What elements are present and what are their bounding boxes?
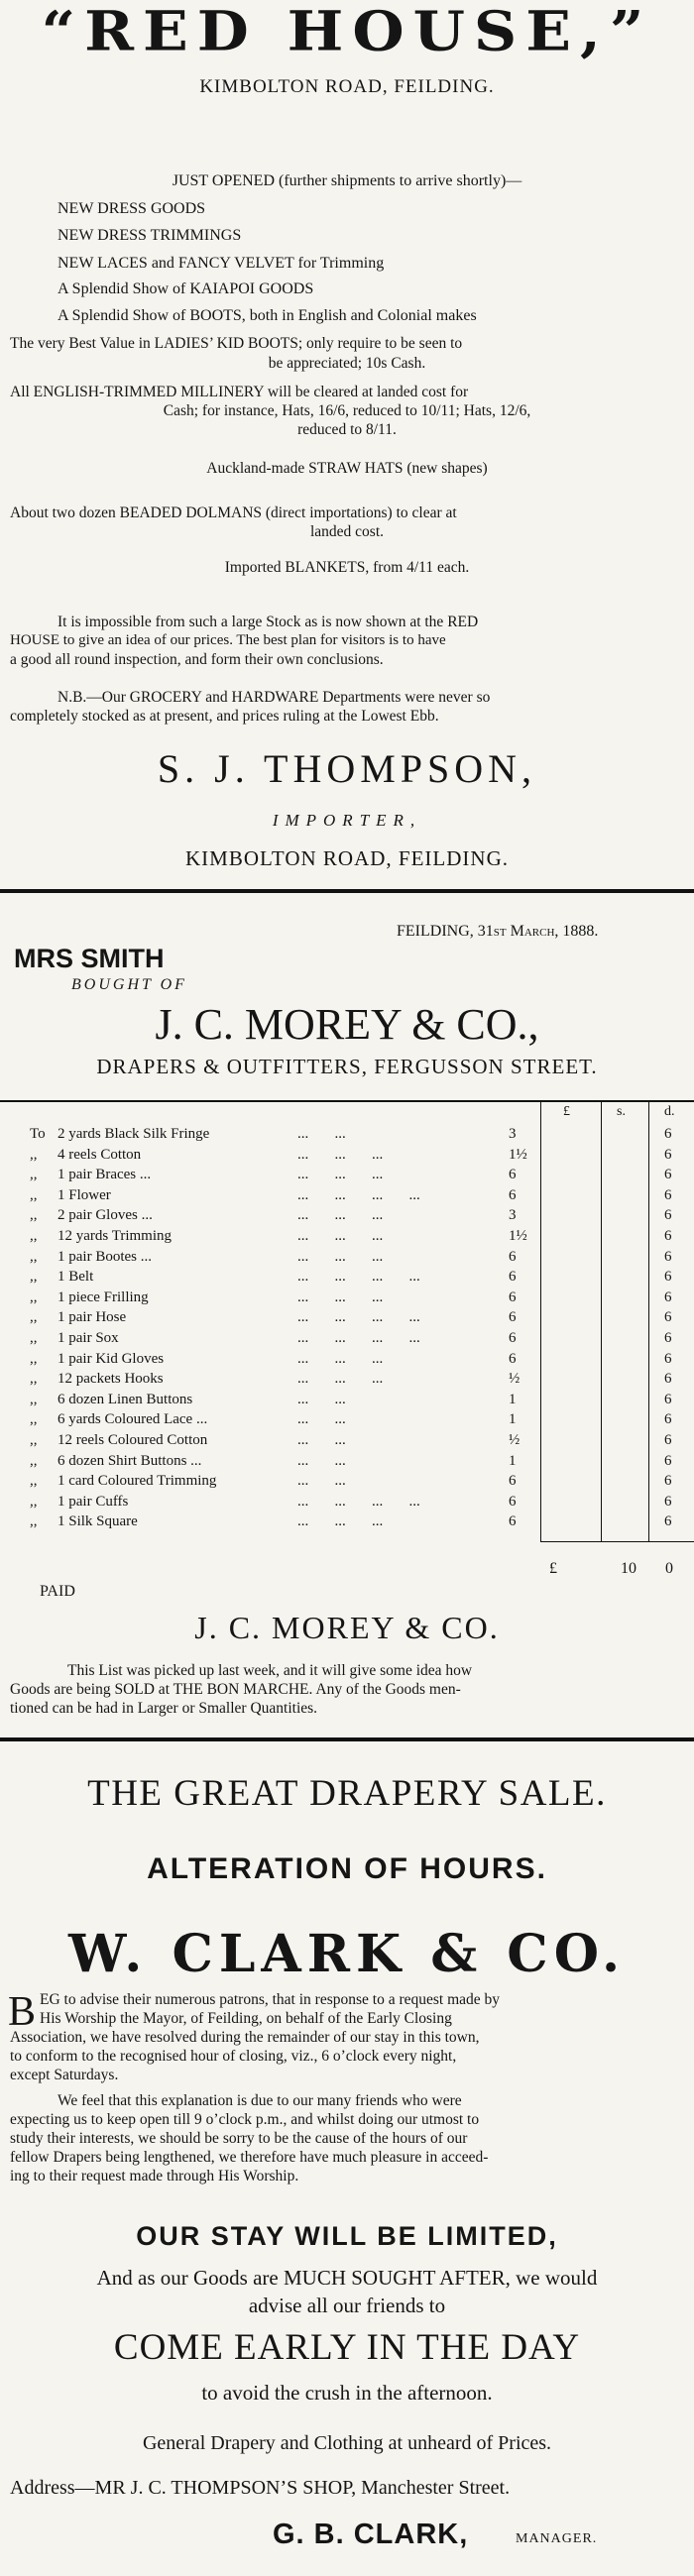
customer-name: MRS SMITH — [14, 944, 165, 973]
bill-item-prefix: ,, — [30, 1248, 38, 1265]
bill-item-dots: ... ... — [297, 1411, 346, 1428]
come-early: COME EARLY IN THE DAY — [113, 2327, 581, 2368]
bill-item-prefix: ,, — [30, 1350, 38, 1367]
bill-item-prefix: ,, — [30, 1146, 38, 1163]
bill-item-shillings: 1 — [509, 1411, 517, 1428]
shillings-header: s. — [617, 1104, 626, 1119]
closing-para-line: His Worship the Mayor, of Feilding, on behalf of the Early Closing — [40, 2010, 452, 2027]
red-house-footer-address: KIMBOLTON ROAD, FEILDING. — [184, 846, 509, 870]
morey-firm-name: J. C. MOREY & CO., — [155, 1000, 539, 1049]
bill-item-description: 1 Flower — [58, 1186, 111, 1203]
bill-item-prefix: ,, — [30, 1391, 38, 1407]
bill-note-line: Goods are being SOLD at THE BON MARCHE. Any of the Goods men- — [10, 1681, 461, 1698]
bill-item-shillings: 1 — [509, 1452, 517, 1469]
bill-item-shillings: 6 — [509, 1269, 517, 1286]
closing-para-line: Association, we have resolved during the remainder of our stay in this town, — [10, 2029, 480, 2046]
pence-header: d. — [664, 1104, 675, 1119]
bill-item-dots: ... ... — [297, 1452, 346, 1469]
proprietor-role: IMPORTER, — [272, 811, 422, 830]
bill-item-shillings: 6 — [509, 1350, 517, 1367]
red-house-advert — [0, 0, 694, 892]
stock-line: NEW LACES and FANCY VELVET for Trimming — [58, 255, 385, 272]
just-opened-line: JUST OPENED (further shipments to arrive shortly)— — [172, 172, 522, 189]
bill-note-line: tioned can be had in Larger or Smaller Quantities. — [10, 1700, 318, 1717]
bill-item-shillings: 1½ — [509, 1146, 527, 1163]
total-pence: 0 — [665, 1560, 673, 1577]
bill-item-description: 2 pair Gloves ... — [58, 1207, 153, 1224]
bill-item-pence: 6 — [664, 1493, 672, 1510]
closing-para-line: to conform to the recognised hour of closing, viz., 6 o’clock every night, — [10, 2048, 457, 2065]
explanation-para-line: ing to their request made through His Worship. — [10, 2168, 299, 2184]
paid-stamp: PAID — [40, 1583, 75, 1600]
stay-limited: OUR STAY WILL BE LIMITED, — [136, 2221, 558, 2251]
bill-item-description: 1 pair Hose — [58, 1309, 127, 1326]
bill-item-pence: 6 — [664, 1248, 672, 1265]
blankets-line: Imported BLANKETS, from 4/11 each. — [224, 559, 470, 576]
divider-rule — [0, 889, 694, 893]
millinery-line: reduced to 8/11. — [297, 421, 397, 438]
bill-item-pence: 6 — [664, 1207, 672, 1224]
bill-item-pence: 6 — [664, 1391, 672, 1407]
bill-item-pence: 6 — [664, 1146, 672, 1163]
bill-item-pence: 6 — [664, 1350, 672, 1367]
bill-item-description: 12 packets Hooks — [58, 1371, 164, 1388]
bill-item-prefix: ,, — [30, 1371, 38, 1388]
kid-boots-line: be appreciated; 10s Cash. — [268, 355, 426, 372]
bill-item-pence: 6 — [664, 1269, 672, 1286]
bill-item-prefix: ,, — [30, 1432, 38, 1448]
bill-item-dots: ... ... — [297, 1473, 346, 1490]
total-pounds: £ — [549, 1560, 557, 1577]
stock-line: A Splendid Show of KAIAPOI GOODS — [58, 280, 314, 297]
bill-item-shillings: 6 — [509, 1513, 517, 1530]
bill-item-prefix: ,, — [30, 1473, 38, 1490]
bill-item-dots: ... ... ... ... — [297, 1269, 420, 1286]
bill-item-description: 4 reels Cotton — [58, 1146, 142, 1163]
bill-note-line: This List was picked up last week, and it will give some idea how — [67, 1662, 473, 1679]
morey-signature: J. C. MOREY & CO. — [194, 1610, 500, 1645]
bill-item-description: 6 dozen Shirt Buttons ... — [58, 1452, 202, 1469]
stock-line: A Splendid Show of BOOTS, both in English and Colonial makes — [58, 307, 477, 324]
dolmans-line: About two dozen BEADED DOLMANS (direct importations) to clear at — [10, 504, 457, 521]
millinery-line: Cash; for instance, Hats, 16/6, reduced to 10/11; Hats, 12/6, — [163, 402, 531, 419]
bill-item-description: 1 card Coloured Trimming — [58, 1473, 217, 1490]
bill-item-description: 12 yards Trimming — [58, 1228, 173, 1244]
bill-item-prefix: ,, — [30, 1167, 38, 1183]
bill-item-pence: 6 — [664, 1371, 672, 1388]
bill-item-description: 6 yards Coloured Lace ... — [58, 1411, 208, 1428]
goods-line: And as our Goods are MUCH SOUGHT AFTER, we would — [96, 2266, 598, 2290]
straw-hats-line: Auckland-made STRAW HATS (new shapes) — [206, 460, 488, 477]
bill-item-description: 1 pair Bootes ... — [58, 1248, 152, 1265]
red-house-address: KIMBOLTON ROAD, FEILDING. — [199, 76, 495, 97]
bill-item-pence: 6 — [664, 1288, 672, 1305]
bill-item-shillings: 6 — [509, 1248, 517, 1265]
bill-item-prefix: ,, — [30, 1309, 38, 1326]
explanation-para-line: expecting us to keep open till 9 o’clock p.m., and whilst doing our utmost to — [10, 2111, 480, 2128]
dolmans-line: landed cost. — [309, 523, 385, 540]
red-house-title: “RED HOUSE,” — [41, 0, 653, 64]
bill-item-pence: 6 — [664, 1167, 672, 1183]
explanation-para-line: fellow Drapers being lengthened, we therefore have much pleasure in acceed- — [10, 2149, 489, 2166]
millinery-line: All ENGLISH-TRIMMED MILLINERY will be cleared at landed cost for — [10, 384, 469, 400]
bill-item-shillings: 6 — [509, 1309, 517, 1326]
bill-item-dots: ... ... ... — [297, 1167, 384, 1183]
bill-item-dots: ... ... ... ... — [297, 1493, 420, 1510]
bill-item-prefix: ,, — [30, 1207, 38, 1224]
bill-item-prefix: ,, — [30, 1452, 38, 1469]
bill-item-pence: 6 — [664, 1452, 672, 1469]
bill-item-prefix: ,, — [30, 1186, 38, 1203]
bill-item-shillings: 6 — [509, 1186, 517, 1203]
bill-item-shillings: 6 — [509, 1167, 517, 1183]
bill-item-pence: 6 — [664, 1473, 672, 1490]
grocery-note-line: N.B.—Our GROCERY and HARDWARE Departments were never so — [58, 689, 491, 706]
bill-item-dots: ... ... ... — [297, 1350, 384, 1367]
bill-item-description: 1 pair Sox — [58, 1330, 119, 1346]
bill-item-pence: 6 — [664, 1330, 672, 1346]
bill-item-pence: 6 — [664, 1309, 672, 1326]
bill-item-dots: ... ... ... — [297, 1288, 384, 1305]
divider-rule — [0, 1737, 694, 1741]
closing-para-line: except Saturdays. — [10, 2067, 119, 2083]
bill-item-dots: ... ... — [297, 1126, 346, 1142]
morey-subtitle: DRAPERS & OUTFITTERS, FERGUSSON STREET. — [96, 1055, 598, 1078]
total-shillings: 10 — [621, 1560, 636, 1577]
bill-item-shillings: 6 — [509, 1473, 517, 1490]
bill-item-pence: 6 — [664, 1126, 672, 1142]
closing-para-line: EG to advise their numerous patrons, that in response to a request made by — [40, 1991, 501, 2008]
stock-note-line: HOUSE to give an idea of our prices. The best plan for visitors is to have — [10, 632, 446, 648]
bill-item-dots: ... ... ... — [297, 1207, 384, 1224]
bill-total-rule — [540, 1541, 694, 1542]
bill-item-prefix: ,, — [30, 1493, 38, 1510]
bill-item-dots: ... ... — [297, 1432, 346, 1448]
bill-item-dots: ... ... ... — [297, 1513, 384, 1530]
bill-item-dots: ... ... — [297, 1391, 346, 1407]
bill-item-pence: 6 — [664, 1432, 672, 1448]
grocery-note-line: completely stocked as at present, and prices ruling at the Lowest Ebb. — [10, 708, 439, 725]
bill-item-description: 1 Silk Square — [58, 1513, 138, 1530]
bill-item-description: 1 pair Braces ... — [58, 1167, 152, 1183]
manager-name: G. B. CLARK, — [273, 2519, 469, 2550]
bill-item-prefix: ,, — [30, 1269, 38, 1286]
drapery-sale-headline: THE GREAT DRAPERY SALE. — [87, 1773, 607, 1814]
bill-item-prefix: ,, — [30, 1330, 38, 1346]
bill-item-description: 12 reels Coloured Cotton — [58, 1432, 208, 1448]
crush-line: to avoid the crush in the afternoon. — [201, 2381, 493, 2405]
bill-item-dots: ... ... ... — [297, 1248, 384, 1265]
alteration-of-hours: ALTERATION OF HOURS. — [147, 1852, 547, 1885]
bill-item-dots: ... ... ... ... — [297, 1186, 420, 1203]
bill-item-pence: 6 — [664, 1186, 672, 1203]
bill-item-shillings: 6 — [509, 1288, 517, 1305]
pounds-header: £ — [563, 1104, 570, 1119]
bill-item-dots: ... ... ... — [297, 1371, 384, 1388]
bill-item-shillings: 1 — [509, 1391, 517, 1407]
bought-of-label: BOUGHT OF — [71, 976, 187, 993]
bill-item-pence: 6 — [664, 1228, 672, 1244]
proprietor-name: S. J. THOMPSON, — [157, 746, 537, 791]
bill-date: FEILDING, 31st March, 1888. — [397, 923, 599, 940]
clark-firm-name: W. CLARK & CO. — [67, 1924, 627, 1984]
bill-item-pence: 6 — [664, 1411, 672, 1428]
bill-item-description: 1 Belt — [58, 1269, 94, 1286]
bill-item-dots: ... ... ... — [297, 1146, 384, 1163]
bill-item-prefix: ,, — [30, 1288, 38, 1305]
bill-item-prefix: ,, — [30, 1513, 38, 1530]
stock-line: NEW DRESS GOODS — [58, 200, 206, 217]
kid-boots-line: The very Best Value in LADIES’ KID BOOTS; only require to be seen to — [10, 335, 463, 352]
bill-item-description: 6 dozen Linen Buttons — [58, 1391, 193, 1407]
goods-line: advise all our friends to — [248, 2294, 446, 2317]
bill-item-dots: ... ... ... ... — [297, 1309, 420, 1326]
bill-item-description: 1 piece Frilling — [58, 1288, 149, 1305]
bill-item-shillings: 6 — [509, 1493, 517, 1510]
bill-item-prefix: ,, — [30, 1228, 38, 1244]
explanation-para-line: We feel that this explanation is due to our many friends who were — [58, 2092, 462, 2109]
stock-note-line: a good all round inspection, and form their own conclusions. — [10, 651, 384, 668]
bill-item-shillings: 6 — [509, 1330, 517, 1346]
bill-item-dots: ... ... ... ... — [297, 1330, 420, 1346]
bill-item-shillings: 1½ — [509, 1228, 527, 1244]
manager-title: MANAGER. — [516, 2531, 598, 2546]
bill-item-shillings: 3 — [509, 1207, 517, 1224]
stock-note-line: It is impossible from such a large Stock as is now shown at the RED — [58, 614, 479, 630]
shop-address: Address—MR J. C. THOMPSON’S SHOP, Manchester Street. — [10, 2477, 511, 2499]
explanation-para-line: study their interests, we should be sorry to be the cause of the hours of our — [10, 2130, 468, 2147]
general-drapery-line: General Drapery and Clothing at unheard of Prices. — [142, 2432, 552, 2454]
bill-item-shillings: ½ — [509, 1371, 520, 1388]
drop-cap: B — [8, 1989, 37, 2035]
bill-item-dots: ... ... ... — [297, 1228, 384, 1244]
bill-item-prefix: ,, — [30, 1411, 38, 1428]
stock-line: NEW DRESS TRIMMINGS — [58, 227, 242, 244]
bill-item-prefix: To — [30, 1126, 46, 1142]
bill-item-pence: 6 — [664, 1513, 672, 1530]
bill-item-description: 1 pair Cuffs — [58, 1493, 129, 1510]
bill-item-shillings: 3 — [509, 1126, 517, 1142]
bill-item-description: 1 pair Kid Gloves — [58, 1350, 165, 1367]
bill-item-shillings: ½ — [509, 1432, 520, 1448]
bill-item-description: 2 yards Black Silk Fringe — [58, 1126, 210, 1142]
